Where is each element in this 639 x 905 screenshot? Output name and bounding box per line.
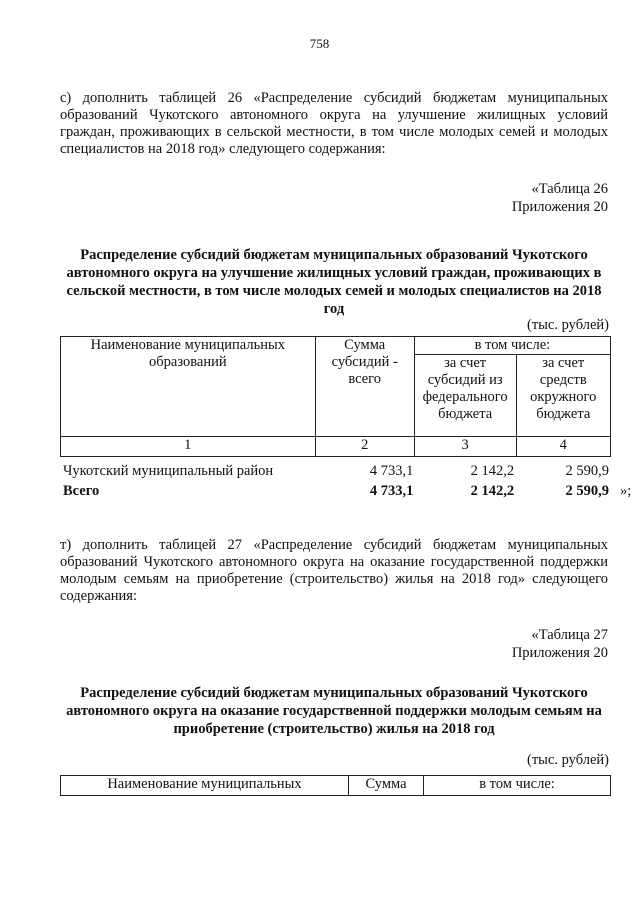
header-including: в том числе: — [424, 776, 611, 796]
table-26-unit: (тыс. рублей) — [527, 317, 609, 333]
header-municipality: Наименование муниципальных — [61, 776, 349, 796]
header-federal: за счет субсидий из федерального бюджета — [414, 355, 516, 437]
header-district: за счет средств окружного бюджета — [516, 355, 611, 437]
table-ref-27-line1: «Таблица 27 — [531, 627, 608, 643]
col-number-1: 1 — [61, 437, 316, 457]
total-total: 4 733,1 — [369, 483, 414, 499]
header-municipality: Наименование муниципальных образований — [61, 337, 316, 437]
row-federal: 2 142,2 — [470, 463, 515, 479]
table-ref-26-line1: «Таблица 26 — [531, 181, 608, 197]
row-district: 2 590,9 — [565, 463, 609, 479]
col-number-3: 3 — [414, 437, 516, 457]
table-26-body — [60, 462, 611, 502]
table-row — [60, 462, 611, 482]
closing-quote: »; — [620, 483, 632, 499]
paragraph-s: с) дополнить таблицей 26 «Распределение субсидий бюджетам муниципальных образований Чукотского автономного округа на улучшение жилищных условий граждан, проживающих в сельской местности, в том числе молодых семей и молодых специалистов на 2018 год» следующего содержания: — [60, 90, 608, 157]
table-ref-26 — [512, 180, 608, 216]
table-27-title: Распределение субсидий бюджетам муниципальных образований Чукотского автономного округа на оказание государственной поддержки молодым семьям на приобретение (строительство) жилья на 2018 год — [66, 685, 602, 737]
header-total: Сумма субсидий - всего — [315, 337, 414, 437]
header-total: Сумма — [349, 776, 424, 796]
total-name: Всего — [63, 483, 100, 499]
table-27 — [60, 775, 611, 796]
col-number-4: 4 — [516, 437, 611, 457]
table-ref-27 — [512, 626, 608, 662]
table-26-title: Распределение субсидий бюджетам муниципальных образований Чукотского автономного округа на улучшение жилищных условий граждан, проживающих в сельской местности, в том числе молодых семей и молодых специалистов на 2018 год — [66, 247, 602, 317]
page-number: 758 — [309, 36, 330, 51]
total-federal: 2 142,2 — [470, 483, 515, 499]
table-26 — [60, 336, 611, 457]
row-total: 4 733,1 — [369, 463, 414, 479]
table-ref-26-line2: Приложения 20 — [511, 199, 608, 215]
paragraph-t: т) дополнить таблицей 27 «Распределение субсидий бюджетам муниципальных образований Чукотского автономного округа на оказание государственной поддержки молодым семьям на приобретение (строительство) жилья на 2018 год» следующего содержания: — [60, 537, 608, 604]
header-including: в том числе: — [414, 337, 610, 355]
col-number-2: 2 — [315, 437, 414, 457]
table-ref-27-line2: Приложения 20 — [511, 645, 608, 661]
row-name: Чукотский муниципальный район — [63, 463, 274, 479]
table-27-unit: (тыс. рублей) — [527, 752, 609, 768]
total-district: 2 590,9 — [565, 483, 609, 499]
total-row — [60, 482, 611, 502]
